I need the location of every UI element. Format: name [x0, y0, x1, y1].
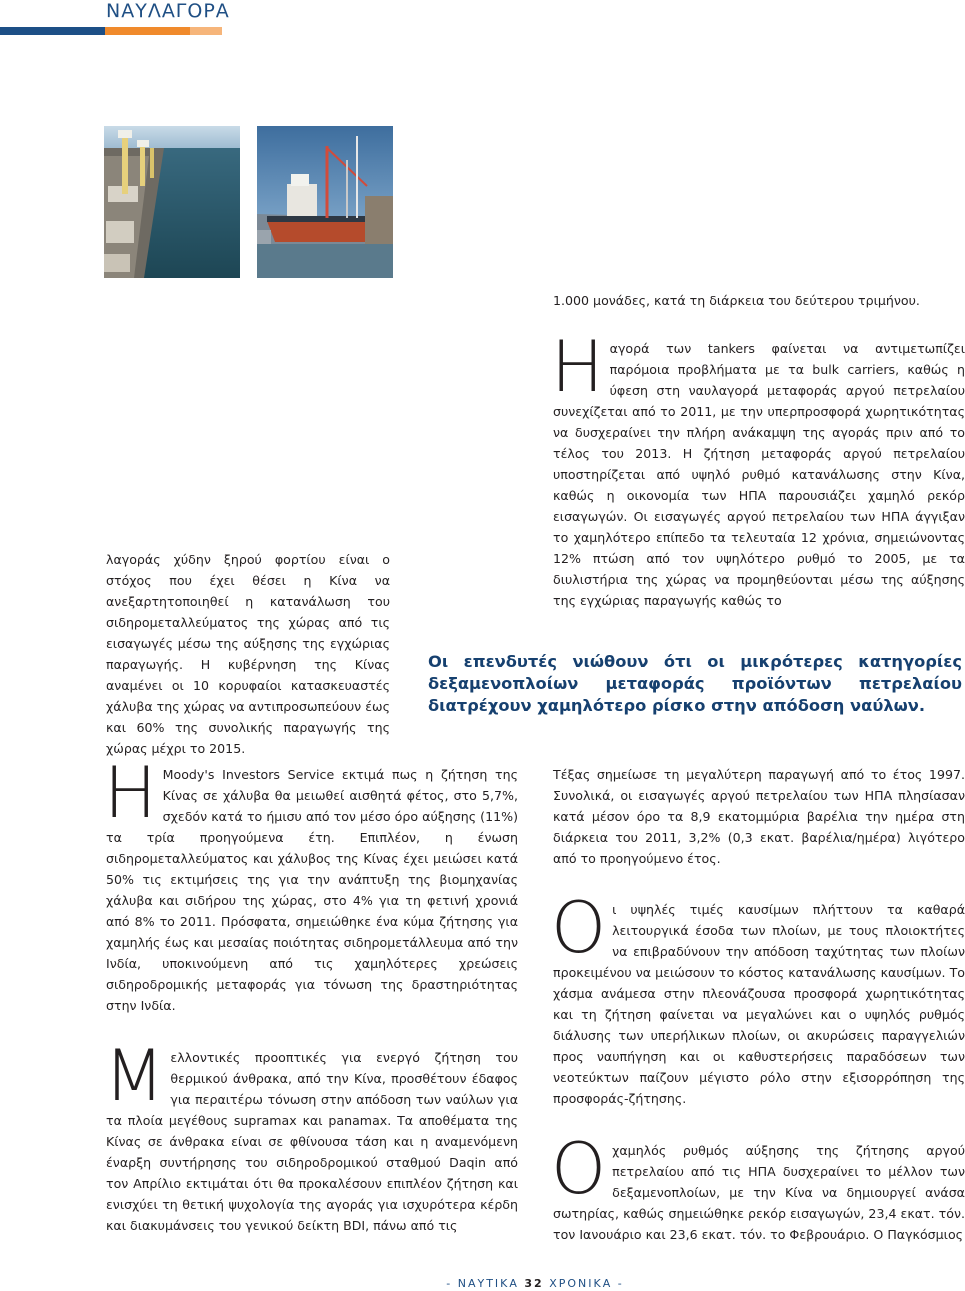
- left-bottom-column: [104, 752, 518, 1236]
- left-bottom-paragraph-1: [104, 752, 518, 1016]
- dropcap: Μ: [104, 1035, 165, 1117]
- paragraph-text: Moody's Investors Service εκτιμά πως η ζήτηση της Κίνας σε χάλυβα θα μειωθεί αισθητά φέτος, στο 5,7%, σχεδόν κατά το ήμισυ από τον μέσο όρο αύξησης (11%) τα τρία προηγούμενα έτη. Επιπλέον, η ένωση σιδηρομεταλλεύματος και χάλυβος της Κίνας έχει μειώσει κατά 50% τις εκτιμήσεις της για την ανάπτυξη της βιομηχανίας χάλυβα και σιδήρου της χώρας, στο 4% για τη φετινή χρονιά από 8% το 2011. Πρόσφατα, σημειώθηκε ένα κύμα ζήτησης για χαμηλής έως και μεσαίας ποιότητας σιδηρομετάλλευμα από την Ινδία, υποκινούμενη από τις χαμηλότερες χρεώσεις σιδηροδρομικής μεταφοράς για τόνωση της δραστηριότητας στην Ινδία.: [106, 767, 518, 1013]
- bulk-carrier-photo: [104, 126, 240, 278]
- footer-left: - ΝΑΥΤΙΚΑ: [446, 1277, 519, 1290]
- right-bottom-column: [553, 764, 965, 1245]
- footer-right: ΧΡΟΝΙΚΑ -: [549, 1277, 624, 1290]
- header-bar-blue: [0, 27, 105, 35]
- left-bottom-paragraph-2: [104, 1035, 518, 1236]
- page-footer: [0, 1277, 965, 1290]
- dropcap: Η: [104, 752, 157, 834]
- left-top-column: [106, 549, 390, 759]
- header-bar-light: [190, 27, 222, 35]
- section-title: ΝΑΥΛΑΓΟΡΑ: [106, 0, 230, 22]
- paragraph-text: ι υψηλές τιμές καυσίμων πλήττουν τα καθαρά λειτουργικά έσοδα των πλοίων, με τους πλοιοκτήτες να επιβραδύνουν την απόδοση ταχύτητας των πλοίων προκειμένου να μειώσουν το κόστος κατανάλωσης καυσίμων. Το χάσμα ανάμεσα στην πλεονάζουσα προσφορά χωρητικότητας και τη ζήτηση φαίνεται να μεγαλώνει και ο υψηλός ρυθμός διάλυσης των υπερήλικων πλοίων, οι ακυρώσεις παραγγελιών προς ναυπήγηση και οι καθυστερήσεις παραδόσεων των νεοτεύκτων παίζουν μέγιστο ρόλο στην εξισορρόπηση της προσφοράς-ζήτησης.: [553, 902, 965, 1106]
- dropcap: Η: [551, 326, 604, 408]
- right-top-paragraph: [551, 326, 965, 611]
- paragraph-text: χαμηλός ρυθμός αύξησης της ζήτησης αργού πετρελαίου από τις ΗΠΑ δυσχεραίνει το μέλλον των δεξαμενοπλοίων, με την Κίνα να δημιουργεί ανάσα σωτηρίας, καθώς σημειώθηκε ρεκόρ εισαγωγών, 23,4 εκατ. τόν. τον Ιανουάριο και 23,6 εκατ. τόν. το Φεβρουάριο. Ο Παγκόσμιος: [553, 1143, 965, 1242]
- paragraph-text: ελλοντικές προοπτικές για ενεργό ζήτηση του θερμικού άνθρακα, από την Κίνα, προσθέτουν έδαφος για περαιτέρω τόνωση στην απόδοση των ναύλων για τα πλοία μεγέθους supramax και panamax. Τα αποθέματα της Κίνας σε άνθρακα είναι σε φθίνουσα τάση και η αναμενόμενη έναρξη συντήρησης του σιδηροδρομικού σταθμού Daqin από τον Απρίλιο εκτιμάται ότι θα προκαλέσουν επιπλέον ζήτηση και ενισχύει τη θετική ψυχολογία της αγοράς για ισχυρότερα κέρδη και διακυμάνσεις του γενικού δείκτη BDI, πάνω από τις: [106, 1050, 518, 1233]
- tanker-photo: [257, 126, 393, 278]
- right-bottom-paragraph-0: Τέξας σημείωσε τη μεγαλύτερη παραγωγή από το έτος 1997. Συνολικά, οι εισαγωγές αργού πετρελαίου των ΗΠΑ πλησίασαν κατά μέσον όρο τα 8,9 εκατομμύρια βαρέλια την ημέρα στη διάρκεια του 2011, 3,2% (0,3 εκατ. βαρέλια/ημέρα) λιγότερο από το προηγούμενο έτος.: [553, 767, 965, 866]
- pull-quote: Οι επενδυτές νιώθουν ότι οι μικρότερες κατηγορίες δεξαμενοπλοίων μεταφοράς προϊόντων πετρελαίου διατρέχουν χαμηλότερο ρίσκο στην απόδοση ναύλων.: [428, 652, 962, 715]
- paragraph-text: αγορά των tankers φαίνεται να αντιμετωπίζει παρόμοια προβλήματα με τα bulk carriers, καθώς η ύφεση στη ναυλαγορά μεταφοράς αργού πετρελαίου συνεχίζεται από το 2011, με την υπερπροσφορά χωρητικότητας να δυσχεραίνει την πλήρη ανάκαμψη της αγοράς πριν από το τέλος του 2013. Η ζήτηση μεταφοράς αργού πετρελαίου υποστηρίζεται από υψηλό ρυθμό κατανάλωσης στην Κίνα, καθώς η οικονομία των ΗΠΑ παρουσιάζει χαμηλό ρεκόρ εισαγωγών. Οι εισαγωγές αργού πετρελαίου των ΗΠΑ άγγιξαν το χαμηλότερο επίπεδο τα τελευταία 12 χρόνια, σημειώνοντας 12% πτώση από τον υψηλότερο ρυθμό το 2005, με τα διυλιστήρια της χώρας να προμηθεύονται μέσω της αύξησης της εγχώριας παραγωγής καθώς το: [553, 341, 965, 608]
- dropcap: Ο: [551, 887, 607, 969]
- left-top-paragraph: λαγοράς χύδην ξηρού φορτίου είναι ο στόχος που έχει θέσει η Κίνα να ανεξαρτητοποιηθεί η κατανάλωση του σιδηρομεταλλεύματος της χώρας από τις εισαγωγές μέσω της αύξησης της εγχώριας παραγωγής. Η κυβέρνηση της Κίνας αναμένει οι 10 κορυφαίοι κατασκευαστές χάλυβα της χώρας να αντιπροσωπεύουν έως και 60% της συνολικής παραγωγής της χώρας μέχρι το 2015.: [106, 552, 390, 756]
- right-bottom-paragraph-1: [551, 887, 965, 1109]
- right-bottom-paragraph-2: [551, 1128, 965, 1245]
- right-top-intro: 1.000 μονάδες, κατά τη διάρκεια του δεύτερου τριμήνου.: [553, 293, 920, 308]
- header-bar-orange: [105, 27, 190, 35]
- dropcap: Ο: [551, 1128, 607, 1210]
- page-number: 32: [524, 1277, 544, 1290]
- right-top-column: [553, 290, 965, 611]
